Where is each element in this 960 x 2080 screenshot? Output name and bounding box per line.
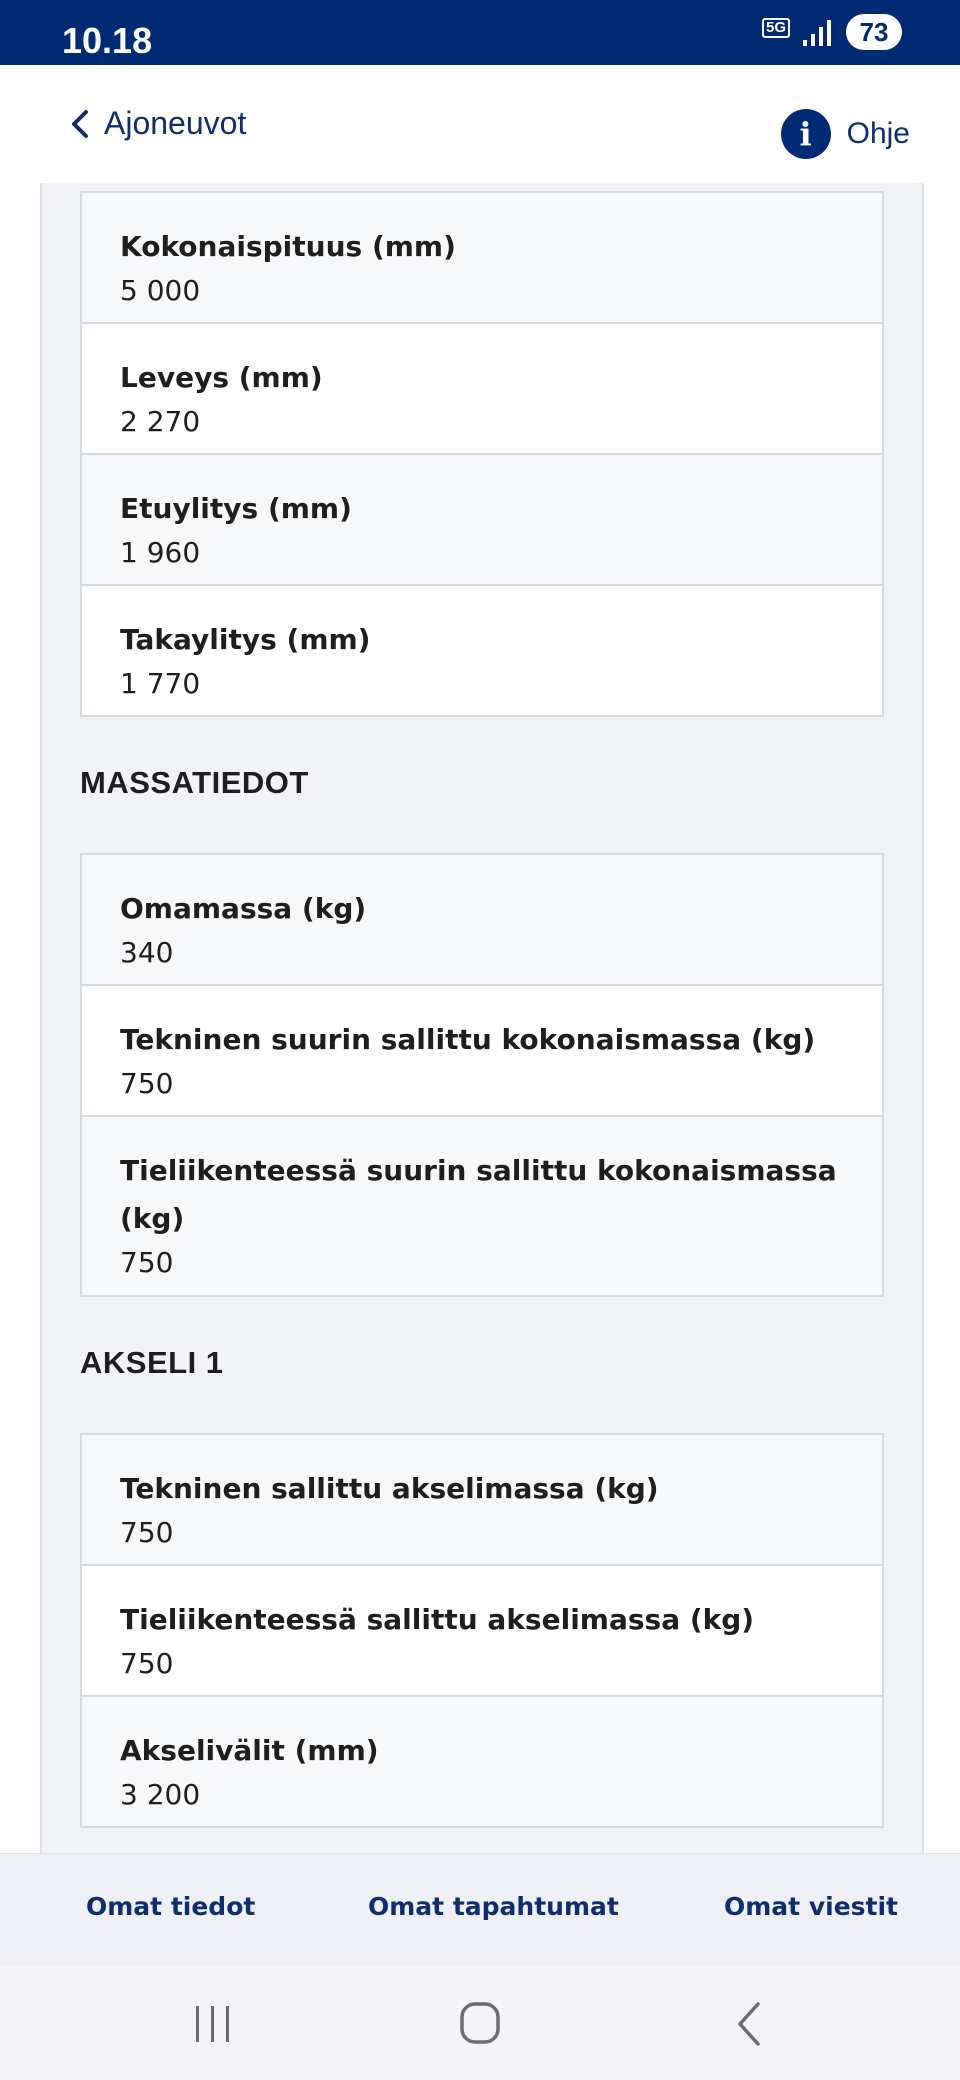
list-item	[82, 855, 882, 986]
system-nav-bar	[0, 1966, 960, 2080]
vehicle-details-content[interactable]	[40, 183, 924, 1853]
bottom-nav	[0, 1853, 960, 1967]
help-label: Ohje	[846, 117, 910, 150]
list-item	[82, 586, 882, 717]
row-label: Takaylitys (mm)	[120, 623, 371, 656]
row-label: Tieliikenteessä sallittu akselimassa (kg)	[120, 1603, 755, 1636]
row-value: 750	[120, 1516, 174, 1549]
section-heading-akseli: AKSELI 1	[80, 1345, 224, 1380]
row-value: 750	[120, 1246, 174, 1279]
chevron-left-icon	[70, 109, 90, 139]
signal-icon	[802, 18, 832, 46]
recent-apps-icon[interactable]	[182, 1996, 242, 2052]
status-time: 10.18	[62, 20, 153, 61]
row-label: Tekninen sallittu akselimassa (kg)	[120, 1472, 659, 1505]
dimensions-list	[80, 191, 884, 717]
nav-omat-tiedot[interactable]: Omat tiedot	[86, 1892, 256, 1921]
nav-omat-viestit[interactable]: Omat viestit	[724, 1892, 898, 1921]
row-value: 750	[120, 1067, 174, 1100]
back-button[interactable]	[70, 105, 246, 142]
row-value: 5 000	[120, 274, 201, 307]
battery-icon: 73	[846, 14, 902, 50]
help-button[interactable]	[781, 109, 910, 159]
row-value: 750	[120, 1647, 174, 1680]
list-item	[82, 986, 882, 1117]
list-item	[82, 455, 882, 586]
row-label: Etuylitys (mm)	[120, 492, 352, 525]
row-value: 3 200	[120, 1778, 201, 1811]
row-value: 1 770	[120, 667, 201, 700]
app-header	[0, 65, 960, 183]
list-item	[82, 1697, 882, 1828]
status-bar	[0, 0, 960, 65]
list-item	[82, 1117, 882, 1297]
list-item	[82, 324, 882, 455]
back-nav-icon[interactable]	[720, 1996, 780, 2052]
network-5g-icon: 5G	[762, 18, 790, 38]
row-value: 2 270	[120, 405, 201, 438]
mass-list	[80, 853, 884, 1297]
home-icon[interactable]	[450, 1996, 510, 2052]
row-value: 1 960	[120, 536, 201, 569]
back-label: Ajoneuvot	[104, 105, 247, 141]
row-label: Tekninen suurin sallittu kokonaismassa (kg)	[120, 1023, 816, 1056]
axle-list	[80, 1433, 884, 1828]
section-heading-massatiedot: MASSATIEDOT	[80, 765, 309, 800]
list-item	[82, 1435, 882, 1566]
row-value: 340	[120, 936, 174, 969]
info-icon: i	[781, 109, 831, 159]
row-label: Tieliikenteessä suurin sallittu kokonaismassa (kg)	[120, 1154, 837, 1235]
row-label: Omamassa (kg)	[120, 892, 367, 925]
list-item	[82, 1566, 882, 1697]
row-label: Kokonaispituus (mm)	[120, 230, 456, 263]
row-label: Leveys (mm)	[120, 361, 323, 394]
status-icons	[762, 12, 902, 52]
nav-omat-tapahtumat[interactable]: Omat tapahtumat	[368, 1892, 619, 1921]
row-label: Akselivälit (mm)	[120, 1734, 379, 1767]
list-item	[82, 193, 882, 324]
